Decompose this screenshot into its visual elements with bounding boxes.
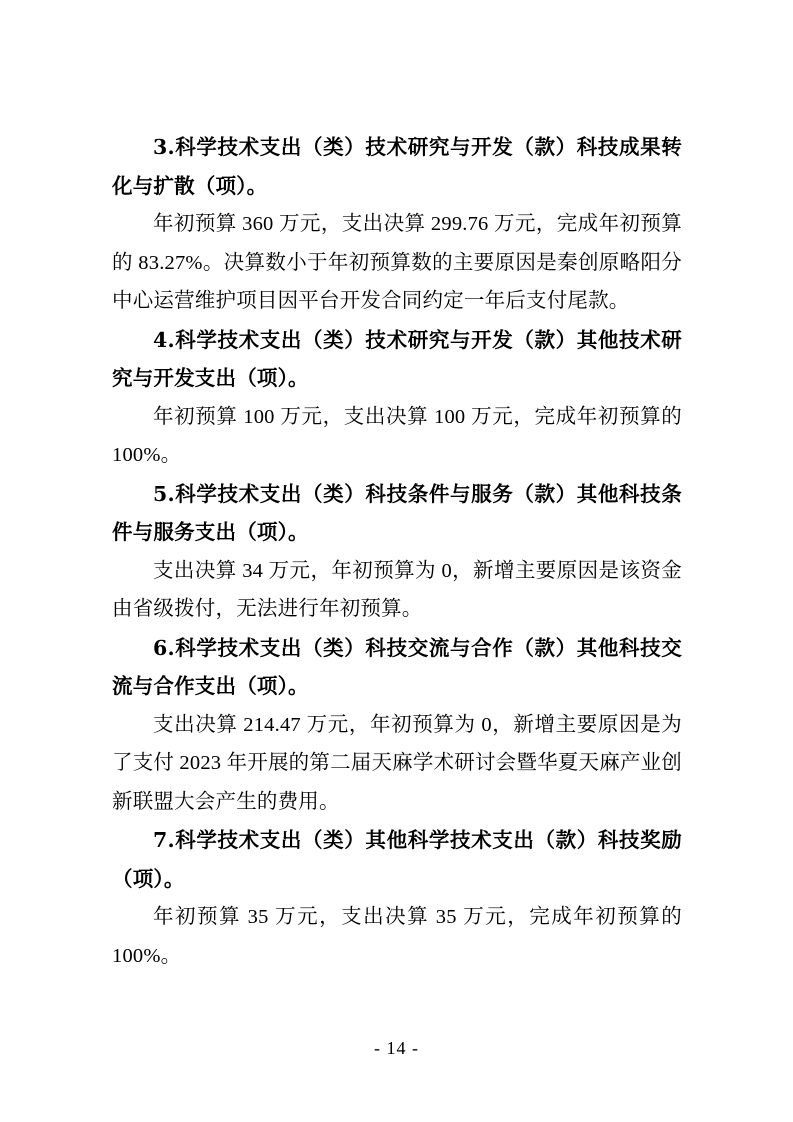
section-block-6 <box>112 629 682 822</box>
section-paragraph-4: 年初预算 100 万元，支出决算 100 万元，完成年初预算的 100%。 <box>112 405 682 466</box>
section-heading-4: 4.科学技术支出（类）技术研究与开发（款）其他技术研究与开发支出（项）。 <box>112 327 682 390</box>
section-paragraph-3: 年初预算 360 万元，支出决算 299.76 万元，完成年初预算的 83.27%。决算数小于年初预算数的主要原因是秦创原略阳分中心运营维护项目因平台开发合同约定一年后支付尾款。 <box>112 213 682 312</box>
section-heading-6: 6.科学技术支出（类）科技交流与合作（款）其他科技交流与合作支出（项）。 <box>112 635 682 698</box>
section-heading-5: 5.科学技术支出（类）科技条件与服务（款）其他科技条件与服务支出（项）。 <box>112 481 682 544</box>
section-paragraph-5: 支出决算 34 万元，年初预算为 0，新增主要原因是该资金由省级拨付，无法进行年初预算。 <box>112 559 682 620</box>
document-body <box>112 128 682 975</box>
section-paragraph-6: 支出决算 214.47 万元，年初预算为 0，新增主要原因是为了支付 2023 年开展的第二届天麻学术研讨会暨华夏天麻产业创新联盟大会产生的费用。 <box>112 713 682 813</box>
section-block-3 <box>112 128 682 321</box>
section-heading-3: 3.科学技术支出（类）技术研究与开发（款）科技成果转化与扩散（项）。 <box>112 135 682 198</box>
section-paragraph-7: 年初预算 35 万元，支出决算 35 万元，完成年初预算的 100%。 <box>112 906 682 967</box>
section-block-4 <box>112 321 682 475</box>
section-heading-7: 7.科学技术支出（类）其他科学技术支出（款）科技奖励（项）。 <box>112 828 682 891</box>
section-block-5 <box>112 475 682 629</box>
page-number: - 14 - <box>374 1038 419 1058</box>
section-block-7 <box>112 821 682 975</box>
